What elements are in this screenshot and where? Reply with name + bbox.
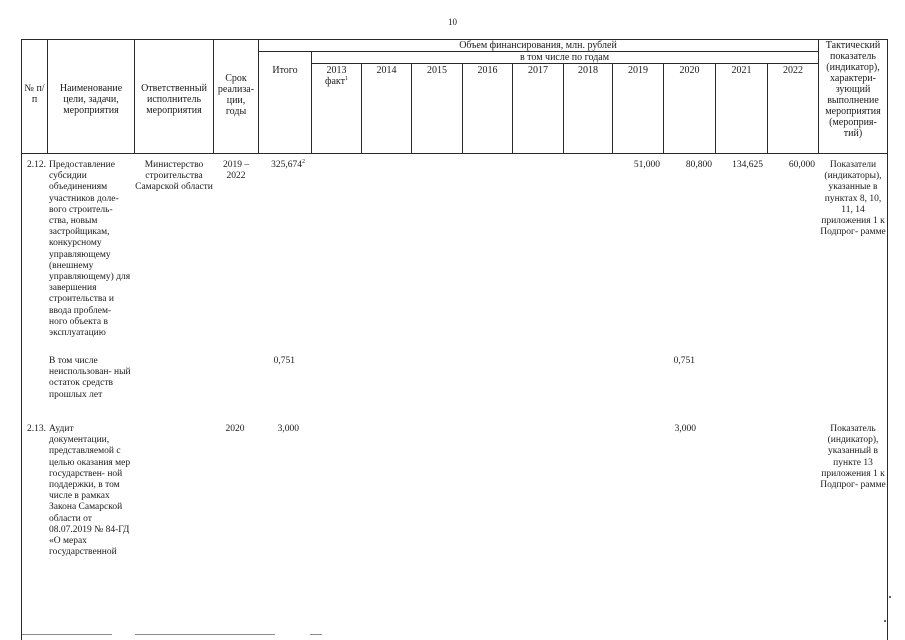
row-2020-value: 3,000 xyxy=(674,424,696,434)
row-total-sup: 2 xyxy=(302,159,305,165)
header-year-2013 xyxy=(312,65,361,87)
table-right-border xyxy=(887,39,888,640)
header-year: 2020 xyxy=(679,65,700,76)
row-executor: Министерство строительства Самарской области xyxy=(135,160,213,193)
col-divider xyxy=(47,39,48,153)
header-year: 2014 xyxy=(376,65,397,76)
years-subheader-border xyxy=(311,63,818,64)
header-year: 2019 xyxy=(628,65,648,76)
col-divider xyxy=(411,63,412,153)
header-year: 2016 xyxy=(477,65,498,76)
col-divider xyxy=(563,63,564,153)
header-year: 2017 xyxy=(528,65,548,76)
col-divider xyxy=(361,63,362,153)
header-year: 2022 xyxy=(783,65,803,76)
table-left-border xyxy=(21,39,22,640)
header-by-years: в том числе по годам xyxy=(519,52,610,63)
row-name: В том числе неиспользован- ный остаток средств прошлых лет xyxy=(49,356,131,400)
scan-line xyxy=(310,634,322,635)
row-name: Аудит документации, представляемой с целью оказания мер государствен- ной поддержки, в том числе в рамках Закона Самарской области от 08.07.2019 № 84-ГД «О мерах государственной xyxy=(49,424,131,558)
col-divider xyxy=(612,63,613,153)
row-2022-value: 60,000 xyxy=(788,160,815,170)
header-no: № п/п xyxy=(24,83,45,105)
col-divider xyxy=(213,39,214,153)
row-number: 2.12. xyxy=(27,160,46,170)
row-total: 3,000 xyxy=(277,424,299,434)
year-2013-note: факт xyxy=(324,76,345,87)
scan-speck xyxy=(884,620,886,622)
col-divider xyxy=(512,63,513,153)
row-name: Предоставление субсидии объединениям участников доле- вого строитель- ства, новым застройщикам, конкурсному управляющему (внешнему управляющему) для завершения строительства и ввода проблем- ного объекта в эксплуатацию xyxy=(49,160,131,339)
col-divider xyxy=(767,63,768,153)
row-2021-value: 134,625 xyxy=(732,160,763,170)
header-name: Наименование цели, задачи, мероприятия xyxy=(59,83,123,116)
row-2020-value: 0,751 xyxy=(673,356,695,366)
col-divider xyxy=(462,63,463,153)
row-total xyxy=(259,160,305,171)
header-year: 2021 xyxy=(731,65,752,76)
header-financing: Объем финансирования, млн. рублей xyxy=(459,40,617,51)
header-executor: Ответственный исполнитель мероприятия xyxy=(141,83,207,116)
row-period: 2019 – 2022 xyxy=(222,160,250,182)
header-year: 2018 xyxy=(578,65,598,76)
row-period: 2020 xyxy=(225,424,245,434)
col-divider xyxy=(715,63,716,153)
col-divider xyxy=(663,63,664,153)
scan-line xyxy=(22,634,112,635)
col-divider xyxy=(258,39,259,153)
row-indicator: Показатель (индикатор), указанный в пункте 13 приложения 1 к Подпрог- рамме xyxy=(820,424,886,491)
row-total-value: 325,674 xyxy=(271,160,302,170)
header-total: Итого xyxy=(272,65,298,76)
row-2020-value: 80,800 xyxy=(685,160,712,170)
row-total: 0,751 xyxy=(273,356,295,366)
row-indicator: Показатели (индикаторы), указанные в пунктах 8, 10, 11, 14 приложения 1 к Подпрог- рамме xyxy=(820,160,886,238)
year-2013-label: 2013 xyxy=(326,65,347,76)
row-2019-value: 51,000 xyxy=(633,160,660,170)
year-2013-sup: 1 xyxy=(345,76,348,82)
page-number: 10 xyxy=(448,17,457,27)
header-year: 2015 xyxy=(427,65,447,76)
scan-speck xyxy=(889,596,891,598)
financing-table xyxy=(21,39,888,640)
col-divider xyxy=(134,39,135,153)
row-number: 2.13. xyxy=(27,424,46,434)
header-indicator: Тактический показатель (индикатор), характери- зующий выполнение мероприятия (мероприя- тий) xyxy=(825,40,881,139)
col-divider xyxy=(818,39,819,153)
header-bottom-border xyxy=(21,153,888,154)
header-period: Срок реализа- ции, годы xyxy=(217,73,255,117)
scan-line xyxy=(135,634,275,635)
